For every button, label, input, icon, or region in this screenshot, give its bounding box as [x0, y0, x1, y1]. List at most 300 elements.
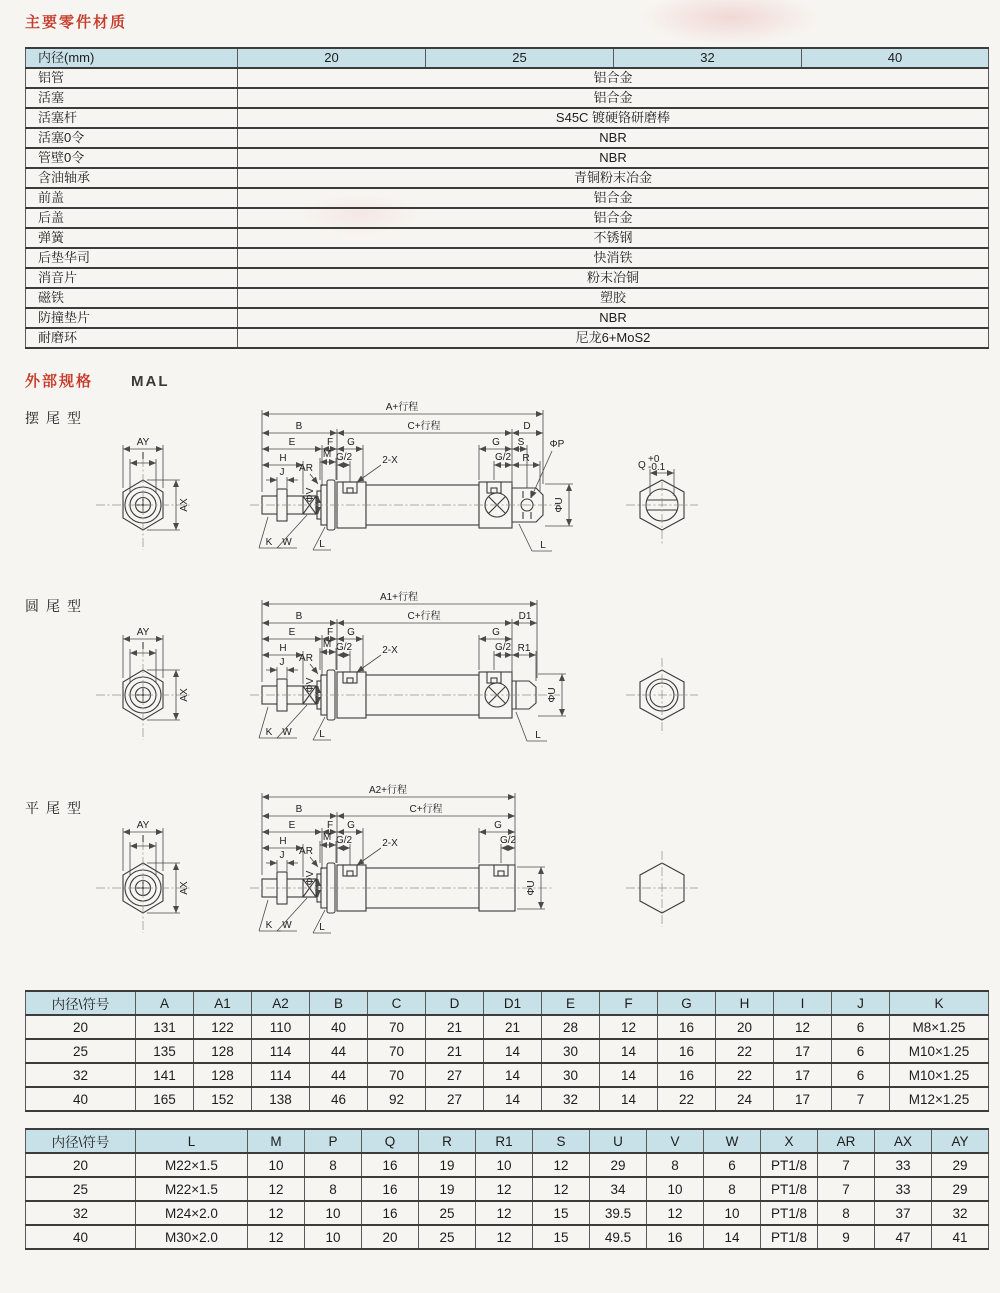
cell: 青铜粉末冶金	[238, 168, 989, 188]
column-header: H	[716, 991, 774, 1015]
cell: 29	[932, 1153, 989, 1177]
cell: NBR	[238, 148, 989, 168]
dim-label-j: J	[279, 467, 285, 478]
drawing-label-pivot-tail: 摆尾型	[25, 410, 88, 426]
dim-label-w: W	[282, 727, 292, 738]
table-row	[26, 308, 989, 328]
dim-label-m: M	[322, 639, 332, 650]
dim-label-g-front: G	[347, 437, 355, 448]
cell: 10	[305, 1225, 362, 1249]
cell: NBR	[238, 308, 989, 328]
dim-label-g2-rear: G/2	[494, 452, 512, 463]
cell: 24	[716, 1087, 774, 1111]
column-header: R1	[476, 1129, 533, 1153]
cell: 7	[818, 1153, 875, 1177]
table-row	[26, 1015, 989, 1039]
dim-label-m: M	[322, 832, 332, 843]
table-row	[26, 328, 989, 348]
column-header: A1	[194, 991, 252, 1015]
dim-label-r: R	[522, 453, 530, 464]
dim-label-ay: AY	[136, 437, 150, 448]
dim-label-g-front: G	[347, 820, 355, 831]
cell: 20	[26, 1153, 136, 1177]
dim-label-l-front: L	[319, 539, 325, 550]
scan-smudge	[640, 0, 820, 45]
dim-label-phi-u: ΦU	[547, 687, 558, 703]
dim-label-j: J	[279, 657, 285, 668]
column-header: J	[832, 991, 890, 1015]
table-row	[26, 1039, 989, 1063]
cell: 152	[194, 1087, 252, 1111]
cell: 114	[252, 1039, 310, 1063]
cell: M8×1.25	[890, 1015, 989, 1039]
dim-label-l-rear: L	[540, 540, 546, 551]
column-header: E	[542, 991, 600, 1015]
cell: 37	[875, 1201, 932, 1225]
dim-label-d1: D1	[518, 611, 532, 622]
cell: 40	[310, 1015, 368, 1039]
column-header: 40	[802, 48, 989, 68]
cell: 活塞0令	[26, 128, 238, 148]
column-header: AR	[818, 1129, 875, 1153]
model-code: MAL	[131, 373, 170, 390]
table-row	[26, 128, 989, 148]
dim-label-s: S	[517, 437, 525, 448]
cell: NBR	[238, 128, 989, 148]
table-row	[26, 228, 989, 248]
technical-drawing-round-tail	[0, 586, 1000, 766]
dim-label-d: D	[523, 421, 531, 432]
dim-label-c: C+行程	[407, 611, 441, 622]
cell: 14	[704, 1225, 761, 1249]
technical-drawing-pivot-tail	[0, 396, 1000, 576]
dim-label-ar: AR	[299, 846, 313, 857]
cell: 19	[419, 1153, 476, 1177]
cell: 70	[368, 1039, 426, 1063]
cell: 12	[476, 1201, 533, 1225]
column-header: X	[761, 1129, 818, 1153]
table-row	[26, 1225, 989, 1249]
table-row	[26, 108, 989, 128]
header-row	[26, 991, 989, 1015]
header-row	[26, 48, 989, 68]
dim-label-f: F	[326, 820, 334, 831]
dim-label-w: W	[282, 537, 292, 548]
cell: 活塞	[26, 88, 238, 108]
column-header: 内径(mm)	[26, 48, 238, 68]
cell: 粉末冶铜	[238, 268, 989, 288]
specs-title: 外部规格	[25, 373, 94, 390]
materials-table	[25, 47, 989, 349]
dim-label-ax: AX	[179, 498, 190, 512]
cell: 27	[426, 1063, 484, 1087]
cell: 后垫华司	[26, 248, 238, 268]
column-header: R	[419, 1129, 476, 1153]
cell: 138	[252, 1087, 310, 1111]
cell: 135	[136, 1039, 194, 1063]
cell: 17	[774, 1063, 832, 1087]
dimension-table-2	[25, 1128, 989, 1250]
cell: 12	[600, 1015, 658, 1039]
cell: 128	[194, 1039, 252, 1063]
dim-label-q-sup: +0	[648, 454, 660, 465]
dim-label-h: H	[279, 643, 287, 654]
cell: 21	[426, 1015, 484, 1039]
dim-label-g-rear: G	[492, 437, 500, 448]
table-row	[26, 1177, 989, 1201]
cell: 21	[426, 1039, 484, 1063]
dim-label-2x: 2-X	[382, 838, 398, 849]
cell: 防撞垫片	[26, 308, 238, 328]
dim-label-g-rear: G	[492, 627, 500, 638]
cell: 8	[647, 1153, 704, 1177]
cell: 12	[248, 1177, 305, 1201]
cell: PT1/8	[761, 1201, 818, 1225]
right-end-view	[626, 658, 698, 734]
cell: M10×1.25	[890, 1039, 989, 1063]
dim-label-phi-v: ΦV	[305, 487, 316, 503]
cell: 14	[484, 1039, 542, 1063]
cell: 21	[484, 1015, 542, 1039]
cell: 10	[305, 1201, 362, 1225]
cylinder-side-view	[250, 670, 560, 720]
cell: 7	[832, 1087, 890, 1111]
cell: 20	[362, 1225, 419, 1249]
dim-label-q: Q	[638, 460, 646, 471]
cell: 快消铁	[238, 248, 989, 268]
cell: 12	[647, 1201, 704, 1225]
column-header: Q	[362, 1129, 419, 1153]
cell: 30	[542, 1063, 600, 1087]
cell: 10	[476, 1153, 533, 1177]
cell: 32	[26, 1201, 136, 1225]
cell: 41	[932, 1225, 989, 1249]
cell: 14	[484, 1063, 542, 1087]
cell: 25	[26, 1039, 136, 1063]
dim-label-w: W	[282, 920, 292, 931]
cell: 8	[818, 1201, 875, 1225]
dim-label-k: K	[265, 537, 273, 548]
cell: 40	[26, 1225, 136, 1249]
column-header: I	[774, 991, 832, 1015]
left-end-view	[96, 627, 190, 740]
dim-label-e: E	[288, 437, 296, 448]
cell: 14	[600, 1039, 658, 1063]
cell: 6	[832, 1039, 890, 1063]
cell: 25	[26, 1177, 136, 1201]
dim-label-g2-rear: G/2	[499, 835, 517, 846]
column-header: C	[368, 991, 426, 1015]
cell: M24×2.0	[136, 1201, 248, 1225]
dim-label-f: F	[326, 437, 334, 448]
right-end-view	[626, 851, 698, 927]
cell: 17	[774, 1087, 832, 1111]
cell: 12	[533, 1153, 590, 1177]
cell: 19	[419, 1177, 476, 1201]
column-header: AX	[875, 1129, 932, 1153]
cell: M30×2.0	[136, 1225, 248, 1249]
specs-section-title	[25, 370, 170, 391]
dim-label-ax: AX	[179, 688, 190, 702]
table-row	[26, 288, 989, 308]
cell: 49.5	[590, 1225, 647, 1249]
dim-label-k: K	[265, 727, 273, 738]
cell: 铝合金	[238, 208, 989, 228]
column-header: 32	[614, 48, 802, 68]
dim-label-k: K	[265, 920, 273, 931]
cell: 25	[419, 1201, 476, 1225]
cell: 铝合金	[238, 68, 989, 88]
cell: 6	[832, 1063, 890, 1087]
cell: 40	[26, 1087, 136, 1111]
dim-label-g2-rear: G/2	[494, 642, 512, 653]
dim-label-h: H	[279, 836, 287, 847]
dim-label-g2-front: G/2	[335, 835, 353, 846]
column-header: L	[136, 1129, 248, 1153]
dim-label-ar: AR	[299, 653, 313, 664]
cell: 14	[600, 1063, 658, 1087]
dim-label-g-front: G	[347, 627, 355, 638]
table-row	[26, 1153, 989, 1177]
cell: 15	[533, 1225, 590, 1249]
dim-label-total: A1+行程	[379, 592, 419, 603]
dim-label-phi-u: ΦU	[554, 497, 565, 513]
dim-label-j: J	[279, 850, 285, 861]
cell: 46	[310, 1087, 368, 1111]
cell: PT1/8	[761, 1153, 818, 1177]
cell: 8	[704, 1177, 761, 1201]
table-row	[26, 148, 989, 168]
column-header: D	[426, 991, 484, 1015]
drawing-label-round-tail: 圆尾型	[25, 598, 88, 614]
cell: 32	[26, 1063, 136, 1087]
table-row	[26, 1201, 989, 1225]
cylinder-side-view	[250, 863, 552, 913]
column-header: G	[658, 991, 716, 1015]
cell: 128	[194, 1063, 252, 1087]
cell: 70	[368, 1015, 426, 1039]
cell: M12×1.25	[890, 1087, 989, 1111]
cell: 6	[832, 1015, 890, 1039]
cell: PT1/8	[761, 1225, 818, 1249]
drawing-label-flat-tail: 平尾型	[25, 800, 88, 816]
dim-label-total: A2+行程	[368, 785, 408, 796]
cell: 22	[716, 1039, 774, 1063]
table-row	[26, 168, 989, 188]
table-row	[26, 248, 989, 268]
column-header: B	[310, 991, 368, 1015]
dim-label-phi-u: ΦU	[526, 880, 537, 896]
left-end-view	[96, 820, 190, 933]
table-row	[26, 208, 989, 228]
dimension-lines	[259, 400, 573, 551]
cell: 70	[368, 1063, 426, 1087]
dim-label-total: A+行程	[385, 402, 419, 413]
dim-label-b: B	[295, 804, 303, 815]
column-header: AY	[932, 1129, 989, 1153]
cell: 耐磨环	[26, 328, 238, 348]
cell: 22	[658, 1087, 716, 1111]
column-header: P	[305, 1129, 362, 1153]
dim-label-2x: 2-X	[382, 455, 398, 466]
cell: 12	[774, 1015, 832, 1039]
cell: 铝管	[26, 68, 238, 88]
cell: 44	[310, 1039, 368, 1063]
cell: 131	[136, 1015, 194, 1039]
column-header: A	[136, 991, 194, 1015]
dimension-table-1	[25, 990, 989, 1112]
cell: 铝合金	[238, 88, 989, 108]
column-header: D1	[484, 991, 542, 1015]
cell: 16	[647, 1225, 704, 1249]
cell: 16	[658, 1039, 716, 1063]
cell: S45C 镀硬铬研磨棒	[238, 108, 989, 128]
dim-label-i: I	[141, 834, 145, 845]
table-row	[26, 88, 989, 108]
cell: 29	[590, 1153, 647, 1177]
cell: 10	[248, 1153, 305, 1177]
cell: 16	[658, 1015, 716, 1039]
cell: 16	[362, 1177, 419, 1201]
cell: 30	[542, 1039, 600, 1063]
table-row	[26, 1087, 989, 1111]
table-row	[26, 188, 989, 208]
cell: 22	[716, 1063, 774, 1087]
cell: 27	[426, 1087, 484, 1111]
cell: 110	[252, 1015, 310, 1039]
column-header: F	[600, 991, 658, 1015]
cell: 12	[476, 1177, 533, 1201]
cell: 活塞杆	[26, 108, 238, 128]
cell: 14	[600, 1087, 658, 1111]
dim-label-ar: AR	[299, 463, 313, 474]
dim-label-phi-p: ΦP	[549, 439, 565, 450]
cell: 141	[136, 1063, 194, 1087]
column-header: U	[590, 1129, 647, 1153]
cell: 弹簧	[26, 228, 238, 248]
cell: 前盖	[26, 188, 238, 208]
cell: 16	[362, 1201, 419, 1225]
cell: PT1/8	[761, 1177, 818, 1201]
table-row	[26, 68, 989, 88]
cell: 28	[542, 1015, 600, 1039]
dim-label-m: M	[322, 449, 332, 460]
cell: 16	[658, 1063, 716, 1087]
cell: 含油轴承	[26, 168, 238, 188]
cell: 管壁0令	[26, 148, 238, 168]
column-header: 20	[238, 48, 426, 68]
cell: M10×1.25	[890, 1063, 989, 1087]
cell: 尼龙6+MoS2	[238, 328, 989, 348]
cell: M22×1.5	[136, 1177, 248, 1201]
cell: 33	[875, 1153, 932, 1177]
column-header: 内径\符号	[26, 991, 136, 1015]
cell: 12	[248, 1225, 305, 1249]
cell: 44	[310, 1063, 368, 1087]
column-header: 25	[426, 48, 614, 68]
cell: 20	[26, 1015, 136, 1039]
cell: 25	[419, 1225, 476, 1249]
cell: 114	[252, 1063, 310, 1087]
table-row	[26, 268, 989, 288]
dim-label-r1: R1	[517, 643, 531, 654]
dim-label-ax: AX	[179, 881, 190, 895]
cell: 20	[716, 1015, 774, 1039]
cell: M22×1.5	[136, 1153, 248, 1177]
column-header: A2	[252, 991, 310, 1015]
cell: 6	[704, 1153, 761, 1177]
cell: 12	[248, 1201, 305, 1225]
cell: 后盖	[26, 208, 238, 228]
cell: 32	[542, 1087, 600, 1111]
cell: 塑胶	[238, 288, 989, 308]
dim-label-l-rear: L	[535, 730, 541, 741]
cell: 32	[932, 1201, 989, 1225]
column-header: V	[647, 1129, 704, 1153]
dim-label-2x: 2-X	[382, 645, 398, 656]
left-end-view	[96, 437, 190, 550]
dim-label-phi-v: ΦV	[305, 677, 316, 693]
right-end-view	[626, 454, 698, 546]
dim-label-e: E	[288, 820, 296, 831]
cell: 15	[533, 1201, 590, 1225]
technical-drawing-flat-tail	[0, 779, 1000, 959]
cell: 10	[704, 1201, 761, 1225]
header-row	[26, 1129, 989, 1153]
cell: 8	[305, 1153, 362, 1177]
dim-label-e: E	[288, 627, 296, 638]
cell: 8	[305, 1177, 362, 1201]
cell: 12	[476, 1225, 533, 1249]
dim-label-phi-v: ΦV	[305, 870, 316, 886]
page-title: 主要零件材质	[25, 14, 128, 31]
dim-label-h: H	[279, 453, 287, 464]
cell: 14	[484, 1087, 542, 1111]
dim-label-l-front: L	[319, 922, 325, 933]
cell: 7	[818, 1177, 875, 1201]
dim-label-q-sub: -0.1	[648, 462, 666, 473]
cell: 47	[875, 1225, 932, 1249]
column-header: W	[704, 1129, 761, 1153]
cell: 122	[194, 1015, 252, 1039]
column-header: 内径\符号	[26, 1129, 136, 1153]
cell: 9	[818, 1225, 875, 1249]
dim-label-b: B	[295, 611, 303, 622]
cell: 铝合金	[238, 188, 989, 208]
dim-label-ay: AY	[136, 820, 150, 831]
cell: 39.5	[590, 1201, 647, 1225]
cell: 165	[136, 1087, 194, 1111]
dim-label-g2-front: G/2	[335, 642, 353, 653]
cell: 29	[932, 1177, 989, 1201]
dim-label-i: I	[141, 641, 145, 652]
dim-label-b: B	[295, 421, 303, 432]
dim-label-c: C+行程	[409, 804, 443, 815]
dim-label-ay: AY	[136, 627, 150, 638]
column-header: M	[248, 1129, 305, 1153]
cell: 16	[362, 1153, 419, 1177]
cell: 92	[368, 1087, 426, 1111]
cell: 34	[590, 1177, 647, 1201]
dim-label-c: C+行程	[407, 421, 441, 432]
cell: 33	[875, 1177, 932, 1201]
cell: 17	[774, 1039, 832, 1063]
cylinder-side-view	[250, 480, 560, 530]
dim-label-f: F	[326, 627, 334, 638]
cell: 12	[533, 1177, 590, 1201]
dim-label-g2-front: G/2	[335, 452, 353, 463]
dim-label-g-rear: G	[494, 820, 502, 831]
